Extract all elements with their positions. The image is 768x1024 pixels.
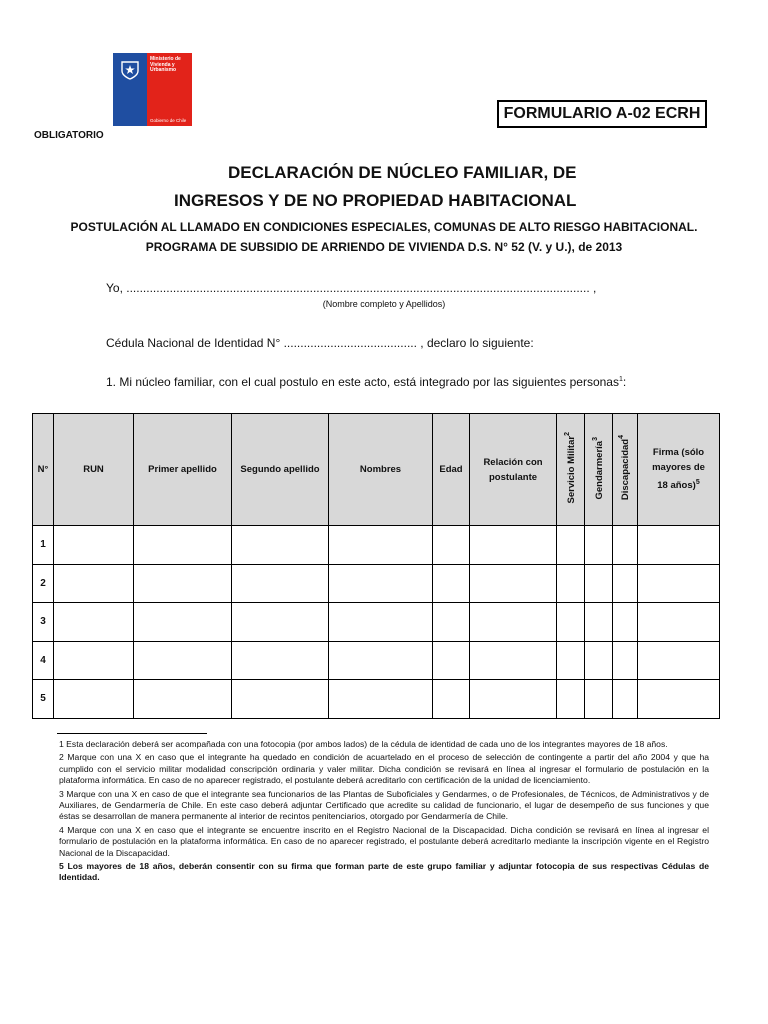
disability-cell[interactable] [613, 641, 638, 680]
table-row [33, 564, 720, 603]
table-row [33, 641, 720, 680]
col-first-surname-header: Primer apellido [134, 414, 232, 526]
age-cell[interactable] [433, 641, 470, 680]
signature-header-text: Firma (sólo mayores de 18 años)$^5$ [652, 447, 705, 492]
military-service-cell[interactable] [557, 680, 585, 719]
age-cell[interactable] [433, 526, 470, 565]
document-title-line1: DECLARACIÓN DE NÚCLEO FAMILIAR, DE [228, 163, 577, 182]
name-declaration-line[interactable]: Yo, ........................................................................................................................................... , [106, 281, 597, 295]
obligatorio-label: OBLIGATORIO [34, 130, 104, 141]
second-surname-cell[interactable] [232, 526, 329, 565]
col-disability-header [613, 414, 638, 526]
relation-cell[interactable] [470, 564, 557, 603]
names-cell[interactable] [329, 526, 433, 565]
family-intro-text: 1. Mi núcleo familiar, con el cual postulo en este acto, está integrado por las siguientes personas$^1$: [106, 375, 627, 389]
coat-of-arms-icon [119, 59, 141, 81]
gendarmeria-cell[interactable] [585, 603, 613, 642]
ministry-name: Ministerio de Vivienda y Urbanismo [150, 56, 181, 73]
col-relation-header [470, 414, 557, 526]
logo-blue-block [113, 53, 147, 126]
run-cell[interactable] [54, 603, 134, 642]
signature-cell[interactable] [638, 680, 720, 719]
name-caption: (Nombre completo y Apellidos) [322, 299, 446, 309]
footnote-3: 3 Marque con una X en caso de que el integrante sea funcionarios de las Plantas de Suboficiales y Gendarmes, o de Profesionales, de Técnicos, de Administrativos y de Auxiliares, de Gendarmería de Chile. En este caso deberá adjuntar Certificado que acredite su calidad de funcionario, el lugar de desempeño de sus funciones y que éstas se desarrollan de manera permanente al interior de recintos penitenciarios, otorgado por Gendarmería de Chile. [59, 788, 709, 822]
military-service-cell[interactable] [557, 564, 585, 603]
id-number-line[interactable]: Cédula Nacional de Identidad N° ........................................ , declaro lo siguiente: [106, 336, 534, 350]
run-cell[interactable] [54, 564, 134, 603]
form-code-box: FORMULARIO A-02 ECRH [497, 100, 707, 128]
gendarmeria-cell[interactable] [585, 680, 613, 719]
row-number: 4 [33, 641, 54, 680]
first-surname-cell[interactable] [134, 680, 232, 719]
ministry-logo [113, 53, 192, 126]
military-service-label: Servicio Militar$^2$ [563, 432, 578, 504]
table-row [33, 680, 720, 719]
age-cell[interactable] [433, 564, 470, 603]
gendarmeria-label: Gendarmería$^3$ [591, 436, 606, 500]
col-gendarmeria-header [585, 414, 613, 526]
table-row [33, 603, 720, 642]
first-surname-cell[interactable] [134, 603, 232, 642]
signature-cell[interactable] [638, 641, 720, 680]
age-cell[interactable] [433, 603, 470, 642]
col-signature-header [638, 414, 720, 526]
footnote-2: 2 Marque con una X en caso que el integrante ha quedado en condición de acuartelado en el proceso de selección de contingente a partir del año 2004 y que ha cumplido con el servicio militar modalidad conscripción ordinaria y valer militar. Dicha condición se revisará en línea al ingresar el formulario de postulación en la plataforma informática. En caso de no aparecer registrado, el postulante deberá acreditarlo con certificación de la unidad de licenciamiento. [59, 752, 709, 786]
military-service-cell[interactable] [557, 603, 585, 642]
gendarmeria-cell[interactable] [585, 564, 613, 603]
second-surname-cell[interactable] [232, 603, 329, 642]
government-label: Gobierno de Chile [150, 118, 187, 123]
footnote-4: 4 Marque con una X en caso que el integrante se encuentre inscrito en el Registro Nacional de la Discapacidad. Dicha condición se revisará en línea al ingresar el formulario de postulación en la plataforma informática. En caso de no aparecer registrado, el postulante deberá acreditarlo mediante la inscripción vigente en el Registro Nacional de la Discapacidad. [59, 824, 709, 858]
run-cell[interactable] [54, 641, 134, 680]
disability-cell[interactable] [613, 564, 638, 603]
signature-cell[interactable] [638, 564, 720, 603]
names-cell[interactable] [329, 603, 433, 642]
gendarmeria-cell[interactable] [585, 641, 613, 680]
names-cell[interactable] [329, 564, 433, 603]
run-cell[interactable] [54, 526, 134, 565]
row-number: 5 [33, 680, 54, 719]
footnote-5: 5 Los mayores de 18 años, deberán consentir con su firma que forman parte de este grupo familiar y adjuntar fotocopia de sus respectivas Cédulas de Identidad. [59, 861, 709, 883]
table-row [33, 526, 720, 565]
logo-red-block [147, 53, 192, 126]
col-number-header: N° [33, 414, 54, 526]
disability-cell[interactable] [613, 680, 638, 719]
second-surname-cell[interactable] [232, 564, 329, 603]
table-header-row [33, 414, 720, 526]
relation-cell[interactable] [470, 526, 557, 565]
col-age-header: Edad [433, 414, 470, 526]
disability-label: Discapacidad$^4$ [618, 435, 632, 501]
first-surname-cell[interactable] [134, 564, 232, 603]
row-number: 3 [33, 603, 54, 642]
col-run-header: RUN [54, 414, 134, 526]
footnote-separator [57, 733, 207, 734]
signature-cell[interactable] [638, 603, 720, 642]
disability-cell[interactable] [613, 603, 638, 642]
col-second-surname-header: Segundo apellido [232, 414, 329, 526]
row-number: 2 [33, 564, 54, 603]
run-cell[interactable] [54, 680, 134, 719]
footnotes [59, 739, 709, 886]
second-surname-cell[interactable] [232, 680, 329, 719]
relation-cell[interactable] [470, 641, 557, 680]
row-number: 1 [33, 526, 54, 565]
document-subtitle-1: POSTULACIÓN AL LLAMADO EN CONDICIONES ESPECIALES, COMUNAS DE ALTO RIESGO HABITACIONAL. [70, 220, 698, 234]
footnote-1: 1 Esta declaración deberá ser acompañada con una fotocopia (por ambos lados) de la cédula de identidad de cada uno de los integrantes mayores de 18 años. [59, 739, 668, 749]
document-title-line2: INGRESOS Y DE NO PROPIEDAD HABITACIONAL [174, 191, 577, 210]
signature-cell[interactable] [638, 526, 720, 565]
relation-header-text: Relación con postulante [483, 456, 543, 483]
first-surname-cell[interactable] [134, 526, 232, 565]
names-cell[interactable] [329, 641, 433, 680]
family-members-table [32, 413, 720, 719]
relation-cell[interactable] [470, 603, 557, 642]
col-military-service-header [557, 414, 585, 526]
second-surname-cell[interactable] [232, 641, 329, 680]
age-cell[interactable] [433, 680, 470, 719]
first-surname-cell[interactable] [134, 641, 232, 680]
names-cell[interactable] [329, 680, 433, 719]
military-service-cell[interactable] [557, 641, 585, 680]
relation-cell[interactable] [470, 680, 557, 719]
document-subtitle-2: PROGRAMA DE SUBSIDIO DE ARRIENDO DE VIVIENDA D.S. N° 52 (V. y U.), de 2013 [145, 240, 623, 254]
disability-cell[interactable] [613, 526, 638, 565]
gendarmeria-cell[interactable] [585, 526, 613, 565]
military-service-cell[interactable] [557, 526, 585, 565]
col-names-header: Nombres [329, 414, 433, 526]
